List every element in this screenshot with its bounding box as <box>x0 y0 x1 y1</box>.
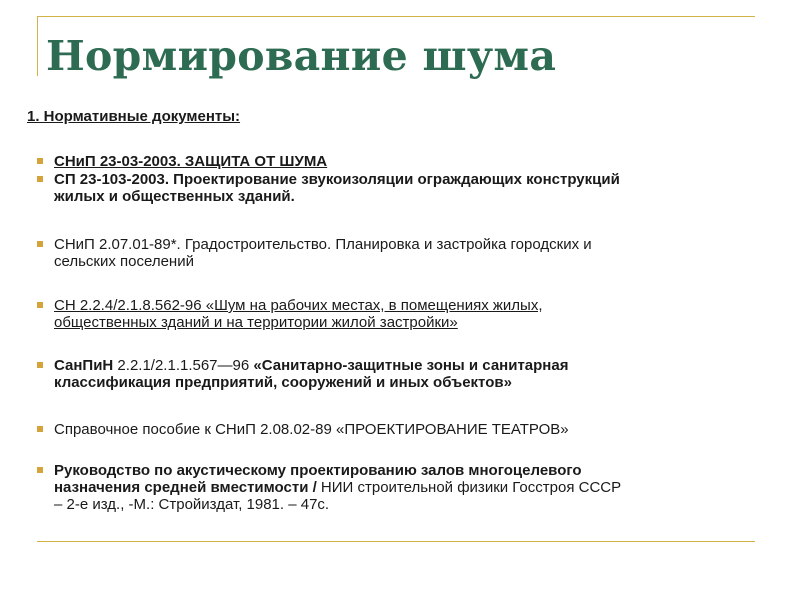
section-heading: 1. Нормативные документы: <box>27 108 241 125</box>
bullet-icon <box>37 426 43 432</box>
list-item-line: жилых и общественных зданий. <box>54 188 295 205</box>
list-item-line: СП 23-103-2003. Проектирование звукоизоляции ограждающих конструкций <box>54 171 620 188</box>
bullet-icon <box>37 241 43 247</box>
list-item-segment: 2.2.1/2.1.1.567—96 <box>113 357 254 374</box>
list-item-line: СН 2.2.4/2.1.8.562-96 «Шум на рабочих местах, в помещениях жилых, <box>54 297 543 314</box>
bullet-icon <box>37 302 43 308</box>
list-item-line: СНиП 23-03-2003. ЗАЩИТА ОТ ШУМА <box>54 153 328 170</box>
bullet-icon <box>37 158 43 164</box>
list-item-segment: СанПиН <box>54 357 114 374</box>
frame-left-line <box>37 16 38 76</box>
list-item-line: – 2-е изд., -М.: Стройиздат, 1981. – 47с. <box>54 496 330 513</box>
slide-title: Нормирование шума <box>46 32 557 80</box>
list-item-line <box>54 357 774 374</box>
list-item-line: Справочное пособие к СНиП 2.08.02-89 «ПРОЕКТИРОВАНИЕ ТЕАТРОВ» <box>54 421 569 438</box>
list-item-segment: назначения средней вместимости / <box>54 479 317 496</box>
bullet-icon <box>37 467 43 473</box>
list-item-line: классификация предприятий, сооружений и иных объектов» <box>54 374 512 391</box>
list-item-line: общественных зданий и на территории жилой застройки» <box>54 314 458 331</box>
list-item-line: Руководство по акустическому проектированию залов многоцелевого <box>54 462 582 479</box>
frame-top-line <box>37 16 755 17</box>
bullet-icon <box>37 176 43 182</box>
list-item-line: сельских поселений <box>54 253 194 270</box>
list-item-line <box>54 479 774 496</box>
list-item-line: СНиП 2.07.01-89*. Градостроительство. Планировка и застройка городских и <box>54 236 592 253</box>
frame-bottom-line <box>37 541 755 542</box>
bullet-icon <box>37 362 43 368</box>
list-item-segment: НИИ строительной физики Госстроя СССР <box>316 479 622 496</box>
list-item-segment: «Санитарно-защитные зоны и санитарная <box>253 357 569 374</box>
